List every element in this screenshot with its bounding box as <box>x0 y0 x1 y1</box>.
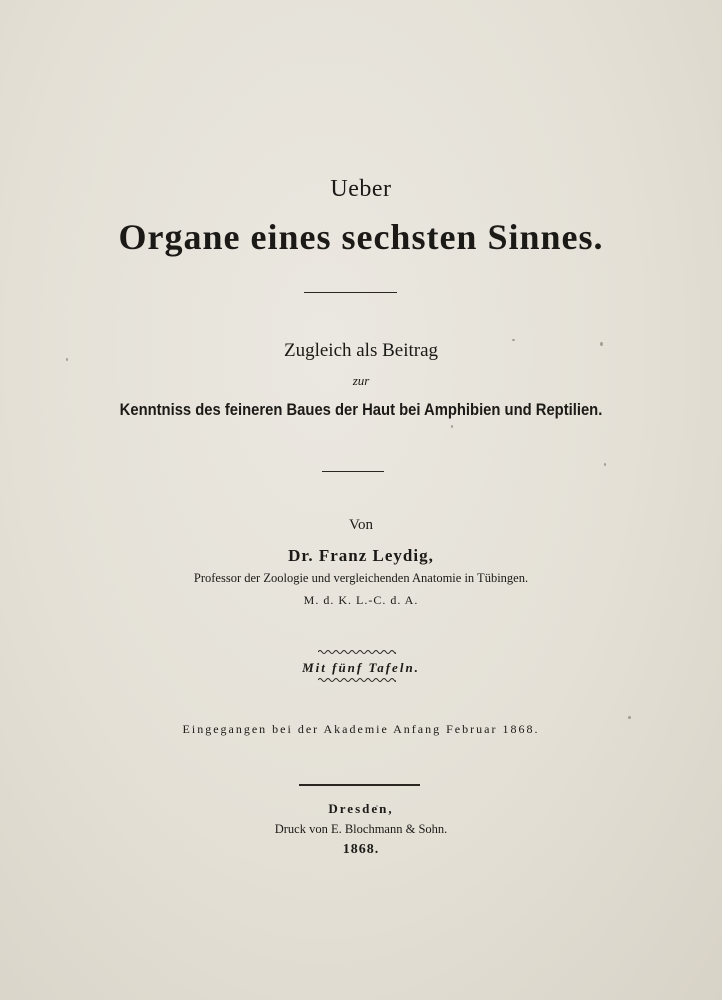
paper-speck <box>604 463 606 466</box>
paper-speck <box>451 425 453 428</box>
subtitle-zur: zur <box>352 373 370 388</box>
wavy-rule-top <box>318 649 396 655</box>
by-line: Von <box>349 517 373 533</box>
received-note: Eingegangen bei der Akademie Anfang Februar 1868. <box>182 722 540 736</box>
divider-rule <box>304 292 397 293</box>
wavy-rule-bottom <box>318 677 396 683</box>
divider-rule <box>322 471 384 472</box>
plates-note: Mit fünf Tafeln. <box>302 660 420 675</box>
subtitle-line-1: Zugleich als Beitrag <box>283 340 439 361</box>
paper-speck <box>628 716 631 719</box>
imprint-rule <box>299 784 420 786</box>
author-affiliation: Professor der Zoologie und vergleichenden Anatomie in Tübingen. <box>193 571 529 585</box>
imprint-year: 1868. <box>342 842 380 857</box>
main-title: Organe eines sechsten Sinnes. <box>118 217 604 257</box>
pre-title: Ueber <box>330 176 392 202</box>
subtitle-line-2: Kenntniss des feineren Baues der Haut bei Amphibien und Reptilien. <box>119 400 603 419</box>
imprint-printer: Druck von E. Blochmann & Sohn. <box>274 822 448 836</box>
author-membership: M. d. K. L.-C. d. A. <box>303 593 419 607</box>
imprint-place: Dresden, <box>328 801 394 816</box>
author-name: Dr. Franz Leydig, <box>288 546 434 565</box>
